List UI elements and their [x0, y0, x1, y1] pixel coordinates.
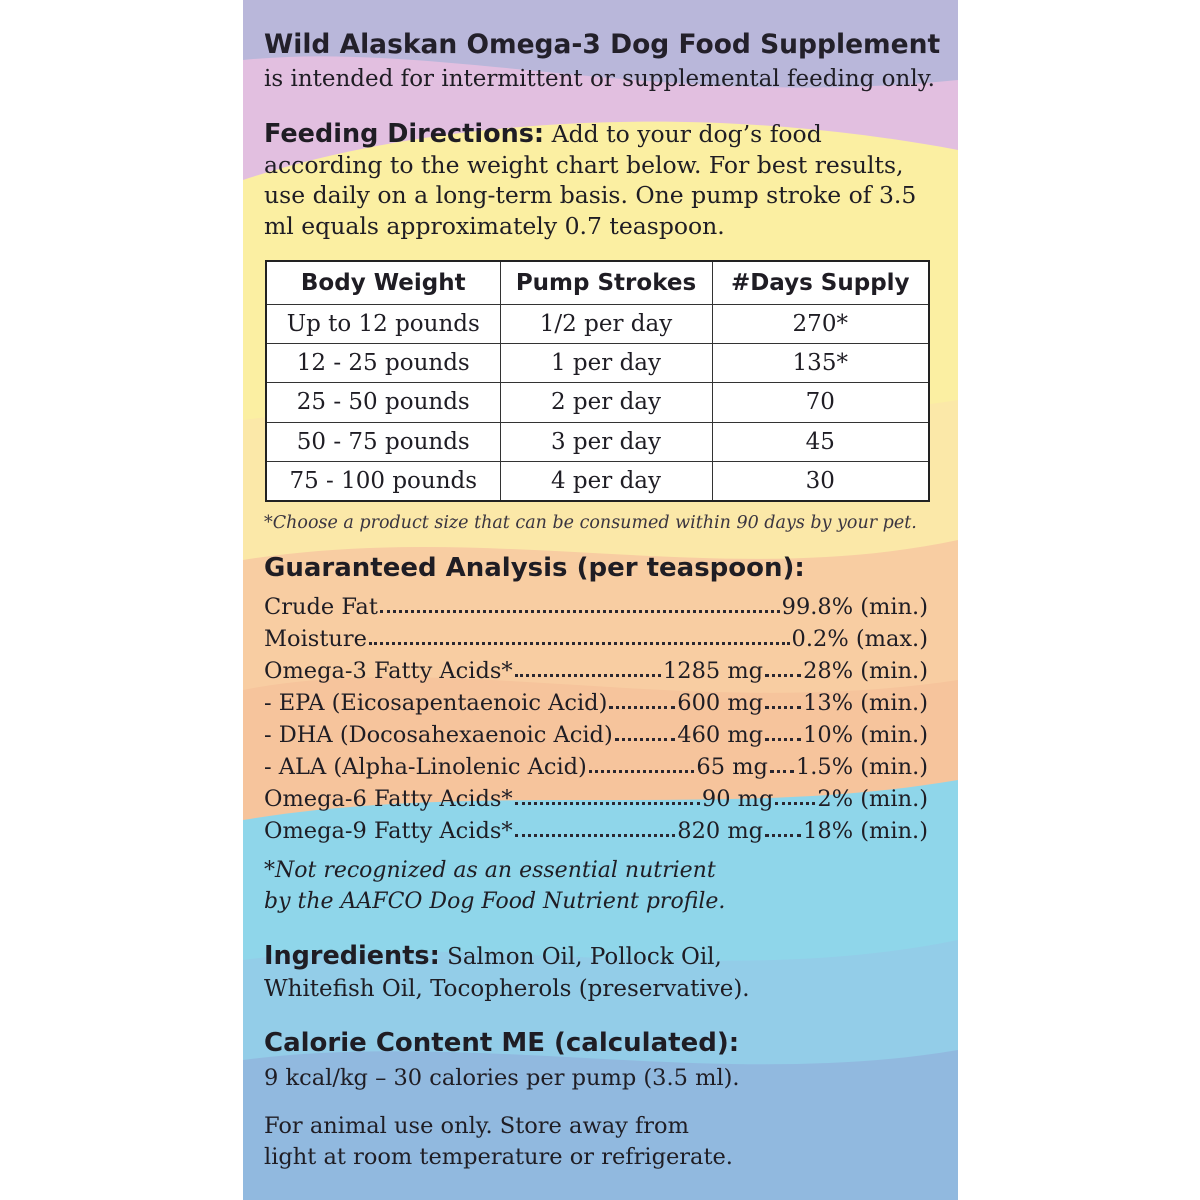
analysis-percent: 1.5% (min.) — [795, 754, 928, 780]
cell-weight: Up to 12 pounds — [266, 305, 500, 344]
aafco-footnote — [264, 855, 725, 917]
table-row — [266, 344, 929, 383]
analysis-amount: 820 mg — [677, 818, 764, 844]
usage-note — [264, 1111, 733, 1173]
ingredients — [264, 940, 750, 1005]
analysis-name: - ALA (Alpha-Linolenic Acid) — [264, 754, 587, 780]
analysis-name: Crude Fat — [264, 594, 378, 620]
ingredients-heading: Ingredients: — [264, 941, 440, 971]
product-subtitle: is intended for intermittent or supplemental feeding only. — [264, 66, 935, 92]
analysis-name: Omega-3 Fatty Acids* — [264, 658, 513, 684]
leader-dots — [765, 706, 801, 709]
analysis-amount: 65 mg — [696, 754, 768, 780]
directions-line-4: ml equals approximately 0.7 teaspoon. — [264, 211, 725, 240]
leader-dots — [765, 674, 801, 677]
analysis-row — [264, 780, 928, 812]
calorie-text: 9 kcal/kg – 30 calories per pump (3.5 ml). — [264, 1065, 740, 1091]
analysis-row — [264, 620, 928, 652]
ingredients-line-2: Whitefish Oil, Tocopherols (preservative). — [264, 976, 750, 1002]
leader-dots — [775, 802, 815, 805]
directions-line-2: according to the weight chart below. For best results, — [264, 150, 904, 179]
analysis-percent: 28% (min.) — [803, 658, 928, 684]
cell-weight: 25 - 50 pounds — [266, 383, 500, 422]
cell-strokes: 3 per day — [500, 422, 712, 461]
table-footnote: *Choose a product size that can be consumed within 90 days by your pet. — [264, 513, 917, 533]
analysis-name: Moisture — [264, 626, 367, 652]
aafco-footnote-line-1: *Not recognized as an essential nutrient — [264, 858, 716, 883]
analysis-heading: Guaranteed Analysis (per teaspoon): — [264, 553, 805, 583]
cell-days: 135* — [712, 344, 929, 383]
ingredients-line-1: Salmon Oil, Pollock Oil, — [439, 944, 722, 970]
leader-dots — [380, 610, 780, 613]
analysis-name: Omega-9 Fatty Acids* — [264, 818, 513, 844]
feeding-table — [265, 260, 930, 502]
analysis-row — [264, 812, 928, 844]
analysis-row — [264, 716, 928, 748]
usage-line-1: For animal use only. Store away from — [264, 1113, 689, 1139]
cell-days: 30 — [712, 461, 929, 501]
analysis-percent: 2% (min.) — [817, 786, 928, 812]
leader-dots — [369, 642, 790, 645]
leader-dots — [515, 834, 676, 837]
leader-dots — [765, 738, 801, 741]
analysis-percent: 13% (min.) — [803, 690, 928, 716]
analysis-name: - DHA (Docosahexaenoic Acid) — [264, 722, 613, 748]
analysis-name: Omega-6 Fatty Acids* — [264, 786, 513, 812]
analysis-amount: 90 mg — [701, 786, 774, 812]
table-header-row — [266, 261, 929, 305]
usage-line-2: light at room temperature or refrigerate. — [264, 1144, 733, 1170]
header-body-weight: Body Weight — [266, 261, 500, 305]
leader-dots — [609, 706, 675, 709]
cell-strokes: 1/2 per day — [500, 305, 712, 344]
cell-days: 45 — [712, 422, 929, 461]
analysis-row — [264, 588, 928, 620]
analysis-amount: 460 mg — [677, 722, 764, 748]
cell-weight: 75 - 100 pounds — [266, 461, 500, 501]
analysis-percent: 10% (min.) — [803, 722, 928, 748]
table-row — [266, 305, 929, 344]
cell-days: 70 — [712, 383, 929, 422]
analysis-percent: 99.8% (min.) — [781, 594, 928, 620]
table-row — [266, 383, 929, 422]
cell-weight: 12 - 25 pounds — [266, 344, 500, 383]
leader-dots — [515, 802, 700, 805]
analysis-percent: 18% (min.) — [803, 818, 928, 844]
analysis-name: - EPA (Eicosapentaenoic Acid) — [264, 690, 608, 716]
directions-line-3: use daily on a long-term basis. One pump stroke of 3.5 — [264, 181, 917, 209]
cell-strokes: 4 per day — [500, 461, 712, 501]
feeding-directions — [264, 119, 916, 241]
table-row — [266, 461, 929, 501]
feeding-directions-heading: Feeding Directions: — [264, 119, 545, 149]
leader-dots — [515, 674, 661, 677]
analysis-percent: 0.2% (max.) — [791, 626, 928, 652]
aafco-footnote-line-2: by the AAFCO Dog Food Nutrient profile. — [264, 889, 726, 914]
analysis-row — [264, 684, 928, 716]
table-row — [266, 422, 929, 461]
leader-dots — [765, 834, 801, 837]
cell-strokes: 1 per day — [500, 344, 712, 383]
cell-days: 270* — [712, 305, 929, 344]
leader-dots — [615, 738, 676, 741]
header-days-supply: #Days Supply — [712, 261, 929, 305]
analysis-row — [264, 748, 928, 780]
analysis-row — [264, 652, 928, 684]
leader-dots — [589, 770, 695, 773]
cell-weight: 50 - 75 pounds — [266, 422, 500, 461]
calorie-heading: Calorie Content ME (calculated): — [264, 1028, 740, 1058]
header-pump-strokes: Pump Strokes — [500, 261, 712, 305]
product-label — [243, 0, 958, 1200]
analysis-amount: 1285 mg — [662, 658, 764, 684]
product-title: Wild Alaskan Omega-3 Dog Food Supplement — [264, 29, 941, 60]
analysis-amount: 600 mg — [677, 690, 764, 716]
cell-strokes: 2 per day — [500, 383, 712, 422]
directions-line-1: Add to your dog’s food — [544, 120, 822, 148]
leader-dots — [770, 770, 794, 773]
